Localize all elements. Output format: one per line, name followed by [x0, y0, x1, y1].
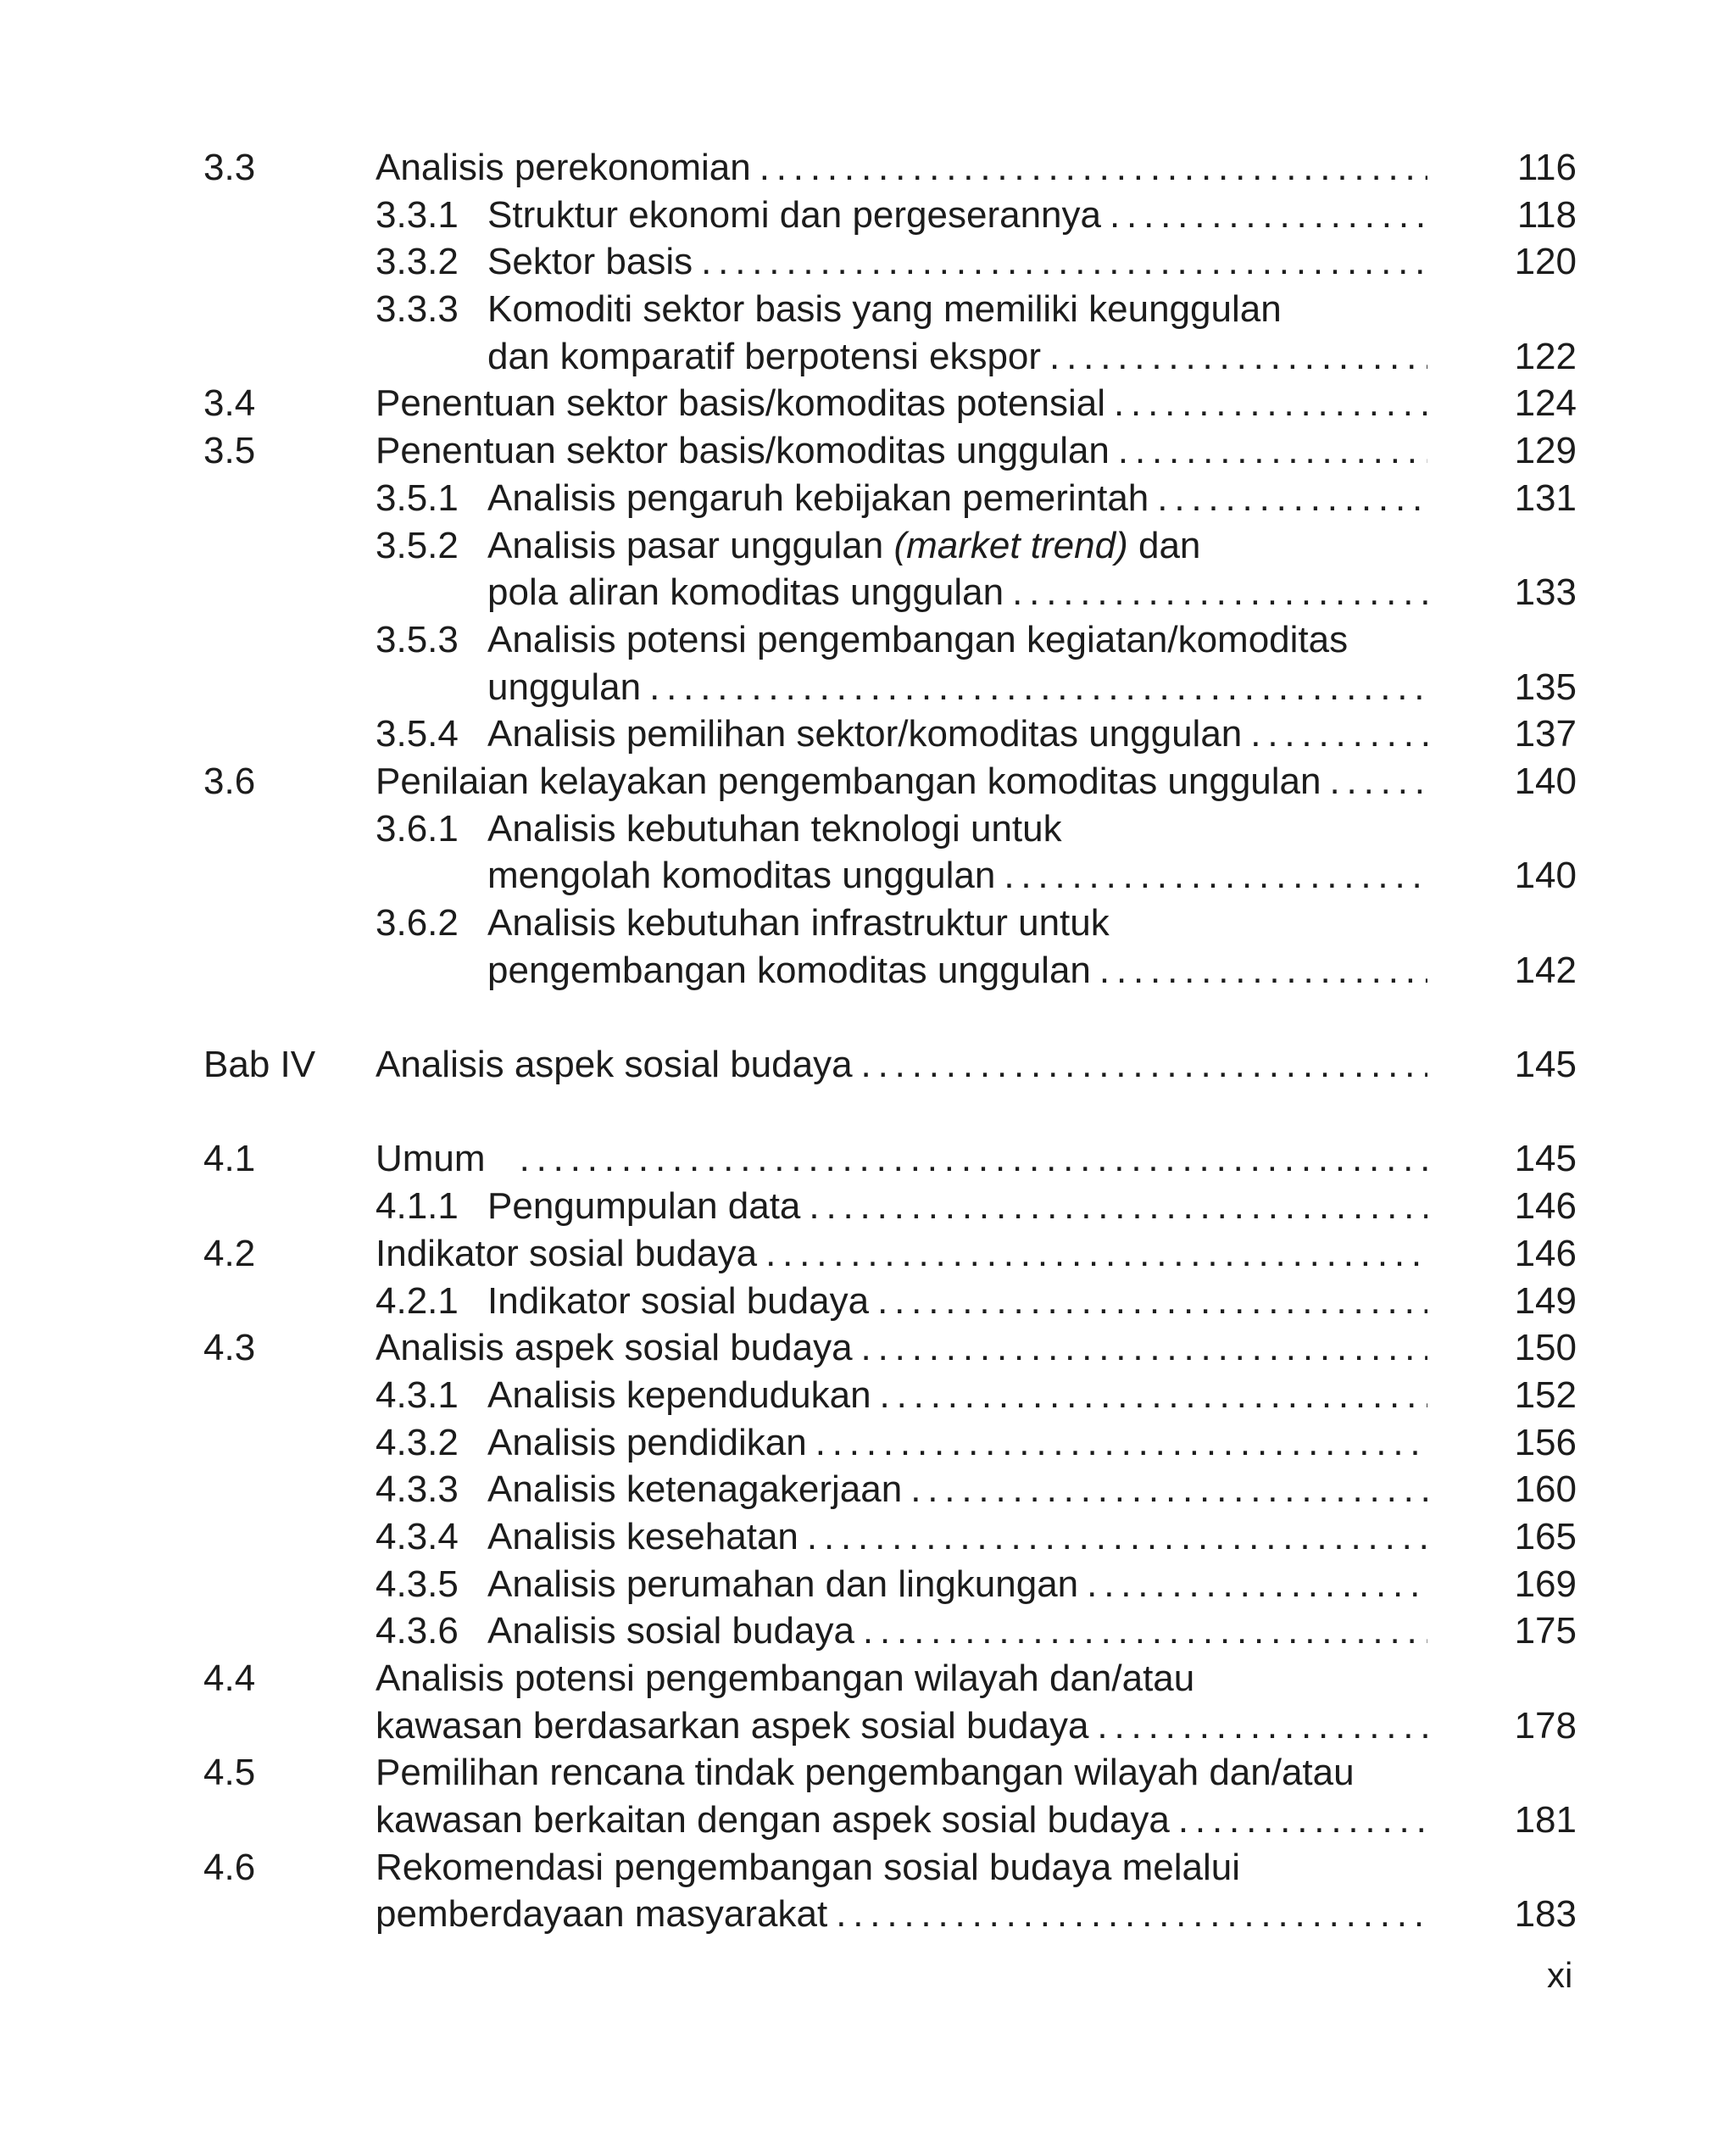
entry-title: pengembangan komoditas unggulan	[487, 949, 1091, 991]
entry-line	[487, 1513, 1427, 1561]
dot-leader	[520, 1135, 1427, 1183]
page-number: 124	[1514, 382, 1577, 425]
page-number: 120	[1514, 241, 1577, 283]
entry-line	[487, 947, 1427, 994]
dot-leader	[701, 238, 1427, 286]
toc-entry	[203, 1513, 1577, 1561]
page-number: 145	[1514, 1044, 1577, 1086]
toc-entry	[203, 1324, 1577, 1372]
entry-title-italic: (market trend)	[893, 524, 1128, 566]
entry-line	[376, 144, 1427, 192]
dot-leader	[765, 1230, 1427, 1278]
entry-line	[376, 1844, 1427, 1892]
entry-title: Analisis perumahan dan lingkungan	[487, 1563, 1079, 1605]
toc-entry	[203, 192, 1577, 239]
page-number: 133	[1514, 571, 1577, 614]
entry-title: Komoditi sektor basis yang memiliki keunggulan	[487, 288, 1282, 331]
entry-line	[487, 1183, 1427, 1230]
section-number: 4.3	[203, 1327, 256, 1369]
dot-leader	[760, 144, 1427, 192]
entry-title: Analisis kebutuhan teknologi untuk	[487, 807, 1062, 850]
table-of-contents	[203, 144, 1577, 1938]
dot-leader	[1114, 380, 1427, 427]
page-number: 160	[1514, 1468, 1577, 1511]
subsection-number: 4.3.6	[376, 1610, 459, 1652]
entry-title: Analisis aspek sosial budaya	[376, 1327, 853, 1369]
entry-line	[487, 805, 1427, 853]
toc-entry	[203, 616, 1577, 664]
toc-entry	[203, 427, 1577, 475]
entry-title: Analisis potensi pengembangan kegiatan/komoditas	[487, 618, 1349, 660]
entry-title: Struktur ekonomi dan pergeserannya	[487, 193, 1101, 236]
toc-entry	[203, 1419, 1577, 1467]
toc-entry	[203, 1135, 1577, 1183]
toc-entry-continuation	[203, 947, 1577, 994]
toc-entry	[203, 900, 1577, 947]
dot-leader	[1049, 333, 1427, 381]
dot-leader	[1157, 475, 1427, 522]
toc-entry	[203, 805, 1577, 853]
dot-leader	[861, 1041, 1427, 1089]
entry-title: Penentuan sektor basis/komoditas unggulan	[376, 430, 1110, 472]
toc-entry-continuation	[203, 852, 1577, 900]
toc-entry-continuation	[203, 333, 1577, 381]
page-number: 118	[1516, 193, 1577, 236]
entry-line	[487, 238, 1427, 286]
subsection-number: 4.3.5	[376, 1563, 459, 1605]
dot-leader	[910, 1466, 1427, 1513]
dot-leader	[836, 1891, 1427, 1938]
entry-line	[376, 1324, 1427, 1372]
toc-entry	[203, 1844, 1577, 1892]
section-number: 3.6	[203, 760, 256, 802]
entry-title: Penentuan sektor basis/komoditas potensial	[376, 382, 1105, 425]
section-number: 3.4	[203, 382, 256, 425]
page-number: 175	[1514, 1610, 1577, 1652]
section-number: 4.1	[203, 1138, 256, 1180]
entry-line	[487, 192, 1427, 239]
dot-leader	[880, 1372, 1427, 1419]
entry-title: Analisis potensi pengembangan wilayah dan/atau	[376, 1658, 1195, 1699]
entry-title: pemberdayaan masyarakat	[376, 1893, 828, 1936]
entry-title: Pemilihan rencana tindak pengembangan wilayah dan/atau	[376, 1752, 1355, 1794]
entry-title: Analisis kebutuhan infrastruktur untuk	[487, 902, 1110, 944]
subsection-number: 3.3.3	[376, 288, 459, 331]
entry-line	[487, 1419, 1427, 1467]
entry-title: Indikator sosial budaya	[376, 1232, 758, 1274]
section-number: 3.3	[203, 147, 256, 188]
entry-line	[487, 1561, 1427, 1608]
section-number: 3.5	[203, 430, 256, 472]
entry-line	[487, 1372, 1427, 1419]
toc-entry	[203, 1749, 1577, 1797]
toc-entry	[203, 238, 1577, 286]
subsection-number: 3.6.1	[376, 807, 459, 850]
entry-title: Indikator sosial budaya	[487, 1279, 870, 1322]
dot-leader	[863, 1607, 1427, 1655]
toc-entry	[203, 1278, 1577, 1325]
chapter-number: Bab IV	[203, 1044, 316, 1086]
dot-leader	[1099, 947, 1427, 994]
dot-leader	[1012, 569, 1427, 616]
subsection-number: 3.5.3	[376, 618, 459, 660]
entry-title: pola aliran komoditas unggulan	[487, 571, 1004, 614]
page-number: 169	[1514, 1563, 1577, 1605]
entry-title: Pengumpulan data	[487, 1185, 801, 1228]
toc-entry	[203, 1183, 1577, 1230]
entry-line	[487, 286, 1427, 333]
entry-line	[376, 1797, 1427, 1844]
entry-title: Analisis aspek sosial budaya	[376, 1044, 853, 1086]
entry-title: Analisis pengaruh kebijakan pemerintah	[487, 476, 1149, 519]
entry-line	[376, 1135, 1427, 1183]
entry-line	[376, 427, 1427, 475]
page-number: 131	[1514, 476, 1577, 519]
page-number: 146	[1514, 1185, 1577, 1228]
dot-leader	[1178, 1797, 1427, 1844]
entry-title: kawasan berdasarkan aspek sosial budaya	[376, 1704, 1089, 1747]
entry-title: Analisis pemilihan sektor/komoditas unggulan	[487, 713, 1243, 755]
subsection-number: 3.3.1	[376, 193, 459, 236]
toc-entry	[203, 1655, 1577, 1702]
subsection-number: 4.2.1	[376, 1279, 459, 1322]
chapter-entry	[203, 1041, 1577, 1089]
page-number: 142	[1514, 949, 1577, 991]
entry-line	[487, 900, 1427, 947]
entry-line	[376, 380, 1427, 427]
entry-line	[376, 758, 1427, 805]
entry-line	[487, 710, 1427, 758]
entry-title: Umum	[376, 1138, 486, 1180]
subsection-number: 4.3.4	[376, 1515, 459, 1557]
page-number: 145	[1514, 1138, 1577, 1180]
page-number: 156	[1514, 1421, 1577, 1463]
entry-line	[376, 1702, 1427, 1750]
entry-title	[487, 522, 1200, 570]
subsection-number: 3.5.2	[376, 524, 459, 566]
dot-leader	[809, 1183, 1427, 1230]
page-number: 140	[1514, 760, 1577, 802]
entry-title: Analisis pendidikan	[487, 1421, 807, 1463]
dot-leader	[1087, 1561, 1427, 1608]
page-number: 146	[1514, 1232, 1577, 1274]
entry-title: unggulan	[487, 666, 642, 708]
entry-line	[376, 1655, 1427, 1702]
toc-entry-continuation	[203, 1891, 1577, 1938]
entry-title: Analisis sosial budaya	[487, 1610, 854, 1652]
entry-title: Analisis ketenagakerjaan	[487, 1468, 903, 1511]
toc-entry	[203, 475, 1577, 522]
page-number: 122	[1514, 335, 1577, 377]
entry-line	[487, 1278, 1427, 1325]
dot-leader	[877, 1278, 1427, 1325]
dot-leader	[1250, 710, 1427, 758]
entry-title: Sektor basis	[487, 241, 693, 283]
toc-entry	[203, 1607, 1577, 1655]
toc-entry-continuation	[203, 664, 1577, 711]
dot-leader	[1097, 1702, 1427, 1750]
page-number: 137	[1514, 713, 1577, 755]
page-number: 135	[1514, 666, 1577, 708]
entry-title: Rekomendasi pengembangan sosial budaya melalui	[376, 1846, 1240, 1888]
dot-leader	[1330, 758, 1428, 805]
subsection-number: 4.3.2	[376, 1421, 459, 1463]
subsection-number: 4.3.1	[376, 1373, 459, 1416]
dot-leader	[807, 1513, 1427, 1561]
entry-title: Analisis kesehatan	[487, 1515, 798, 1557]
toc-entry	[203, 758, 1577, 805]
toc-entry-continuation	[203, 569, 1577, 616]
toc-entry	[203, 522, 1577, 570]
dot-leader	[1118, 427, 1427, 475]
entry-line	[487, 616, 1427, 664]
subsection-number: 4.3.3	[376, 1468, 459, 1511]
page-number: 129	[1514, 430, 1577, 472]
entry-title: Penilaian kelayakan pengembangan komoditas unggulan	[376, 760, 1321, 802]
entry-title: kawasan berkaitan dengan aspek sosial budaya	[376, 1799, 1170, 1841]
section-number: 4.5	[203, 1752, 256, 1794]
toc-entry	[203, 1372, 1577, 1419]
toc-entry	[203, 710, 1577, 758]
page-number: 152	[1514, 1373, 1577, 1416]
section-number: 4.6	[203, 1846, 256, 1888]
dot-leader	[649, 664, 1427, 711]
page-number: 150	[1514, 1327, 1577, 1369]
toc-entry-continuation	[203, 1702, 1577, 1750]
page-number: 165	[1514, 1515, 1577, 1557]
entry-title-part: Analisis pasar unggulan	[487, 524, 884, 566]
entry-line	[487, 1607, 1427, 1655]
entry-title: Analisis kependudukan	[487, 1373, 871, 1416]
page-folio: xi	[1547, 1955, 1573, 1995]
entry-title: dan komparatif berpotensi ekspor	[487, 335, 1042, 377]
dot-leader	[815, 1419, 1427, 1467]
toc-entry	[203, 1466, 1577, 1513]
page-number: 178	[1514, 1704, 1577, 1747]
toc-entry	[203, 286, 1577, 333]
entry-line	[487, 1466, 1427, 1513]
entry-line	[487, 664, 1427, 711]
toc-entry	[203, 380, 1577, 427]
entry-line	[376, 1230, 1427, 1278]
page-number: 116	[1516, 147, 1577, 188]
entry-line	[487, 569, 1427, 616]
dot-leader	[1110, 192, 1427, 239]
entry-line	[487, 333, 1427, 381]
page-number: 181	[1514, 1799, 1577, 1841]
entry-line	[487, 475, 1427, 522]
section-number: 4.4	[203, 1658, 256, 1699]
entry-title: mengolah komoditas unggulan	[487, 855, 996, 897]
dot-leader	[1004, 852, 1427, 900]
page-number: 183	[1514, 1893, 1577, 1936]
toc-entry-continuation	[203, 1797, 1577, 1844]
subsection-number: 3.5.4	[376, 713, 459, 755]
entry-line	[487, 522, 1427, 570]
page-number: 149	[1514, 1279, 1577, 1322]
section-number: 4.2	[203, 1232, 256, 1274]
page-number: 140	[1514, 855, 1577, 897]
entry-title-part: dan	[1138, 524, 1201, 566]
subsection-number: 3.3.2	[376, 241, 459, 283]
subsection-number: 3.5.1	[376, 476, 459, 519]
toc-entry	[203, 144, 1577, 192]
toc-entry	[203, 1230, 1577, 1278]
subsection-number: 4.1.1	[376, 1185, 459, 1228]
entry-line	[487, 852, 1427, 900]
entry-line	[376, 1749, 1427, 1797]
dot-leader	[861, 1324, 1427, 1372]
subsection-number: 3.6.2	[376, 902, 459, 944]
entry-title: Analisis perekonomian	[376, 147, 751, 188]
entry-line	[376, 1891, 1427, 1938]
toc-entry	[203, 1561, 1577, 1608]
entry-line	[376, 1041, 1427, 1089]
